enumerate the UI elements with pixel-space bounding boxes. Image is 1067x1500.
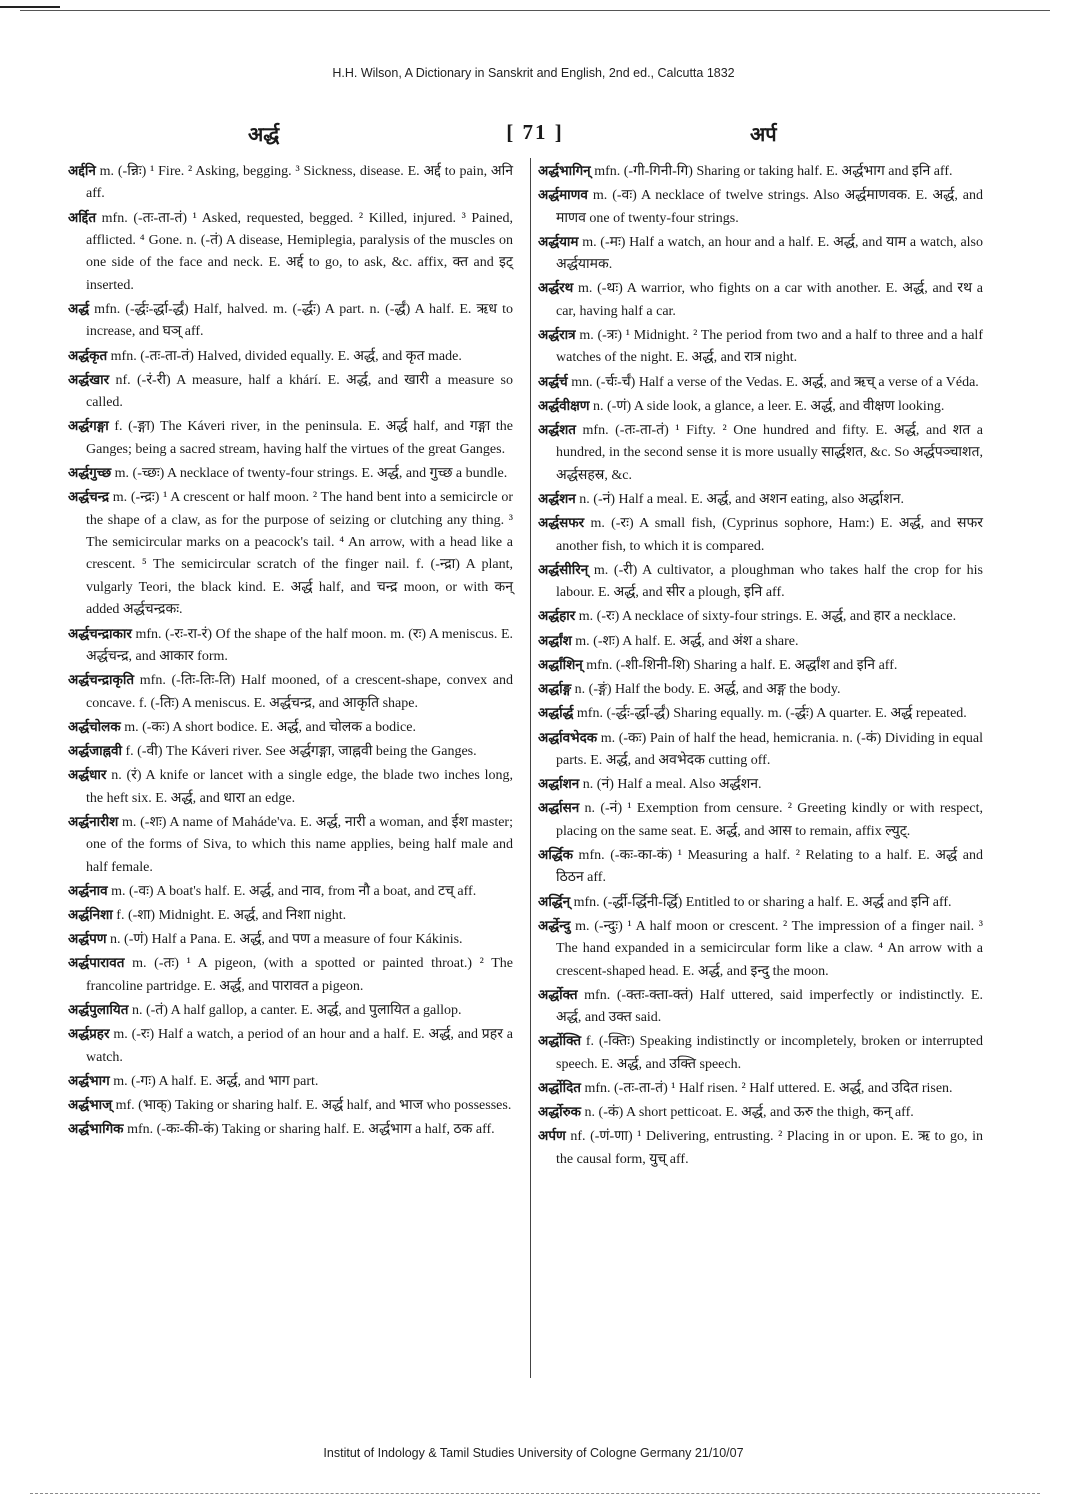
dictionary-entry [68, 669, 513, 715]
entry-headword: अर्द्धखार [68, 371, 110, 388]
entry-headword: अर्द्धशन [538, 491, 576, 508]
entry-headword: अर्द्धभाज् [68, 1096, 113, 1113]
entry-definition: m. (-वः) A boat's half. E. अर्द्ध, and नाव, from नौ a boat, and टच् aff. [107, 883, 477, 899]
entry-headword: अर्पण [538, 1128, 566, 1145]
entry-headword: अर्द्धनारीश [68, 813, 119, 830]
entry-definition: n. (-कं) A short petticoat. E. अर्द्ध, and ऊरु the thigh, कन् aff. [581, 1105, 914, 1121]
entry-headword: अर्द्धकृत [68, 347, 108, 364]
dictionary-entry [68, 764, 513, 810]
entry-headword: अर्द्धिक [538, 846, 573, 863]
entry-headword: अर्द्धनाव [68, 882, 108, 899]
entry-definition: n. (-ङ्गं) Half the body. E. अर्द्ध, and अङ्ग the body. [571, 682, 841, 698]
dictionary-entry [538, 324, 983, 370]
entry-headword: अर्द्धजाह्नवी [68, 742, 123, 759]
dictionary-entry [68, 1094, 513, 1117]
entry-definition: nf. (-रं-री) A measure, half a khárí. E. अर्द्ध, and खारी a measure so called. [86, 372, 513, 411]
source-citation: H.H. Wilson, A Dictionary in Sanskrit and English, 2nd ed., Calcutta 1832 [332, 66, 735, 80]
entry-headword: अर्द्धधार [68, 767, 107, 784]
entry-definition: m. (-शः) A name of Maháde'va. E. अर्द्ध, नारी a woman, and ईश master; one of the forms of Siva, to which this name applies, being half male and half female. [86, 814, 513, 875]
entry-headword: अर्द्धशत [538, 422, 576, 439]
dictionary-entry [538, 844, 983, 890]
dictionary-entry [68, 1118, 513, 1141]
dictionary-entry [68, 345, 513, 368]
entry-definition: n. (-नं) ¹ Exemption from censure. ² Greeting kindly or with respect, placing on the same seat. E. अर्द्ध, and आस to remain, affix ल्युट्. [556, 801, 983, 839]
guide-word-right: अर्प [750, 122, 777, 146]
entry-headword: अर्द्धावभेदक [538, 729, 598, 746]
dictionary-entry [68, 369, 513, 415]
entry-definition: mfn. (-र्द्धः-र्द्धा-र्द्धं) Half, halved. m. (-र्द्धः) A part. n. (-र्द्धं) A half. E. ऋध to increase, and घञ् aff. [86, 302, 513, 340]
dictionary-column-right [538, 160, 983, 1172]
entry-definition: mfn. (-र्द्धी-र्द्धिनी-र्द्धि) Entitled to or sharing a half. E. अर्द्ध and इनि aff. [570, 894, 952, 910]
dictionary-entry [68, 928, 513, 951]
dictionary-entry [68, 298, 513, 344]
entry-definition: m. (-तः) ¹ A pigeon, (with a spotted or painted throat.) ² The francoline partridge. E. अर्द्ध, and पारावत a pigeon. [86, 956, 513, 994]
entry-headword: अर्द्धांशिन् [538, 656, 583, 673]
dictionary-entry [538, 559, 983, 605]
entry-headword: अर्द्धार्द्ध [538, 705, 574, 722]
guide-word-left: अर्द्ध [248, 122, 280, 146]
entry-definition: n. (-णं) Half a Pana. E. अर्द्ध, and पण a measure of four Kákinis. [106, 932, 463, 948]
dictionary-entry [68, 160, 513, 206]
entry-headword: अर्द्धभागिन् [538, 163, 591, 179]
entry-headword: अर्द्धेन्दु [538, 917, 571, 934]
entry-headword: अर्द्धहार [538, 608, 576, 625]
entry-headword: अर्द्धपारावत [68, 955, 125, 972]
dictionary-entry [538, 915, 983, 983]
entry-definition: mfn. (-कः-का-कं) ¹ Measuring a half. ² Relating to a half. E. अर्द्ध and ठिठन aff. [556, 847, 983, 886]
dictionary-entry [68, 904, 513, 927]
dictionary-entry [68, 740, 513, 763]
scan-bottom-rule [30, 1493, 1040, 1494]
entry-definition: m. (-न्दुः) ¹ A half moon or crescent. ² The impression of a finger nail. ³ The hand expanded in a semicircular form like a claw. ⁴ An arrow with a crescent-shaped head. E. अर्द्ध, and इन्दु the moon. [556, 918, 983, 979]
dictionary-entry [68, 462, 513, 485]
entry-headword: अर्द्धोक्ति [538, 1033, 582, 1050]
dictionary-entry [68, 811, 513, 879]
dictionary-entry [68, 623, 513, 669]
entry-headword: अर्द्ध [68, 301, 90, 318]
dictionary-entry [538, 678, 983, 701]
entry-headword: अर्द्धभाग [68, 1072, 110, 1089]
dictionary-entry [538, 773, 983, 796]
entry-definition: mfn. (-तः-ता-तं) ¹ Fifty. ² One hundred and fifty. E. अर्द्ध, and शत a hundred, in the second sense it is more usually सार्द्धशत, &c. So अर्द्धपञ्चाशत, अर्द्धसहस्र, &c. [556, 423, 983, 483]
entry-headword: अर्द्धवीक्षण [538, 397, 590, 414]
dictionary-entry [68, 952, 513, 998]
entry-definition: m. (-न्निः) ¹ Fire. ² Asking, begging. ³ Sickness, disease. E. अर्द्द to pain, अनि aff. [86, 164, 513, 202]
dictionary-entry [538, 231, 983, 277]
dictionary-entry [68, 207, 513, 298]
dictionary-entry [538, 797, 983, 843]
entry-headword: अर्द्धमाणव [538, 187, 588, 204]
dictionary-entry [538, 1030, 983, 1076]
entry-headword: अर्द्धोरुक [538, 1104, 582, 1121]
entry-definition: m. (-च्छः) A necklace of twenty-four strings. E. अर्द्ध, and गुच्छ a bundle. [111, 466, 508, 482]
dictionary-entry [538, 702, 983, 725]
scan-top-rule [20, 10, 1050, 11]
dictionary-entry [538, 984, 983, 1030]
entry-definition: f. (-क्तिः) Speaking indistinctly or incompletely, broken or interrupted speech. E. अर्द्ध, and उक्ति speech. [556, 1034, 983, 1072]
entry-definition: mf. (भाक्) Taking or sharing half. E. अर्द्ध half, and भाज who possesses. [112, 1097, 512, 1113]
dictionary-column-left [68, 160, 513, 1142]
entry-definition: mfn. (-तिः-तिः-ति) Half mooned, of a crescent-shape, convex and concave. f. (-तिः) A meniscus. E. अर्द्धचन्द्र, and आकृति shape. [86, 673, 513, 711]
entry-headword: अर्द्धासन [538, 800, 580, 817]
entry-definition: mfn. (-कः-की-कं) Taking or sharing half. E. अर्द्धभाग a half, ठक aff. [123, 1122, 495, 1138]
entry-definition: mfn. (-तः-ता-तं) ¹ Asked, requested, begged. ² Killed, injured. ³ Pained, afflicted. ⁴ Gone. n. (-तं) A disease, Hemiplegia, paralysis of the muscles on one side of the face and neck. E. अर्द्द to go, to ask, &c. affix, क्त and इट् inserted. [86, 210, 513, 293]
entry-definition: m. (-गः) A half. E. अर्द्ध, and भाग part. [109, 1073, 319, 1089]
dictionary-entry [68, 415, 513, 461]
entry-headword: अर्द्धाङ्ग [538, 681, 572, 698]
entry-headword: अर्द्धसफर [538, 515, 585, 532]
dictionary-entry [538, 1125, 983, 1171]
entry-definition: n. (रं) A knife or lancet with a single edge, the blade two inches long, the heft six. E. अर्द्ध, and धारा an edge. [86, 768, 513, 806]
dictionary-entry [68, 716, 513, 739]
dictionary-entry [538, 654, 983, 677]
dictionary-entry [68, 880, 513, 903]
entry-headword: अर्द्धिन् [538, 893, 571, 910]
entry-definition: m. (-री) A cultivator, a ploughman who takes half the crop for his labour. E. अर्द्ध, and सीर a plough, इनि aff. [556, 562, 983, 601]
dictionary-entry [538, 160, 983, 183]
entry-headword: अर्द्दनि [68, 163, 96, 179]
entry-definition: mfn. (-तः-ता-तं) ¹ Half risen. ² Half uttered. E. अर्द्ध, and उदित risen. [580, 1080, 953, 1096]
entry-headword: अर्द्धोक्त [538, 986, 578, 1003]
entry-headword: अर्द्धगुच्छ [68, 465, 112, 482]
entry-headword: अर्द्धाशन [538, 776, 580, 793]
entry-headword: अर्द्धभागिक [68, 1121, 124, 1138]
entry-headword: अर्द्धरथ [538, 280, 574, 297]
entry-definition: f. (-ङ्गा) The Káveri river, in the peninsula. E. अर्द्ध half, and गङ्गा the Ganges; being a sacred stream, having half the virtues of the great Ganges. [86, 419, 513, 457]
entry-definition: mfn. (-गी-गिनी-गि) Sharing or taking half. E. अर्द्धभाग and इनि aff. [590, 164, 953, 179]
entry-definition: mfn. (-शी-शिनी-शि) Sharing a half. E. अर्द्धांश and इनि aff. [582, 657, 898, 673]
entry-definition: n. (नं) Half a meal. Also अर्द्धशन. [579, 777, 762, 793]
entry-definition: m. (-कः) A short bodice. E. अर्द्ध, and चोलक a bodice. [120, 719, 416, 735]
entry-definition: m. (-त्रः) ¹ Midnight. ² The period from two and a half to three and a half watches of the night. E. अर्द्ध, and रात्र night. [556, 328, 983, 366]
entry-headword: अर्द्धचन्द्राकृति [68, 672, 135, 689]
entry-headword: अर्द्धपुलायित [68, 1001, 129, 1018]
entry-definition: n. (-णं) A side look, a glance, a leer. E. अर्द्ध, and वीक्षण looking. [589, 398, 945, 414]
entry-headword: अर्द्धचन्द्र [68, 489, 110, 506]
entry-headword: अर्द्धप्रहर [68, 1026, 110, 1043]
entry-definition: m. (-वः) A necklace of twelve strings. Also अर्द्धमाणवक. E. अर्द्ध, and माणव one of twenty-four strings. [556, 188, 983, 226]
dictionary-entry [538, 395, 983, 418]
entry-definition: mn. (-र्चः-र्चं) Half a verse of the Vedas. E. अर्द्ध, and ऋच् a verse of a Véda. [567, 374, 979, 390]
dictionary-entry [538, 605, 983, 628]
entry-definition: m. (-मः) Half a watch, an hour and a half. E. अर्द्ध, and याम a watch, also अर्द्धयामक. [556, 234, 983, 273]
entry-headword: अर्द्धयाम [538, 233, 579, 250]
dictionary-entry [68, 1023, 513, 1069]
dictionary-entry [68, 1070, 513, 1093]
entry-headword: अर्द्धपण [68, 931, 107, 948]
running-head [70, 120, 1000, 150]
dictionary-entry [538, 277, 983, 323]
entry-headword: अर्द्धोदित [538, 1079, 581, 1096]
entry-definition: m. (-रः) A small fish, (Cyprinus sophore, Ham:) E. अर्द्ध, and सफर another fish, to which it is compared. [556, 516, 983, 554]
dictionary-entry [538, 891, 983, 914]
entry-definition: f. (-शा) Midnight. E. अर्द्ध, and निशा night. [112, 907, 347, 923]
entry-definition: m. (-रः) A necklace of sixty-four strings. E. अर्द्ध, and हार a necklace. [575, 609, 957, 625]
entry-headword: अर्द्धगङ्गा [68, 418, 109, 435]
column-divider [530, 158, 531, 1378]
dictionary-entry [538, 1077, 983, 1100]
entry-definition: m. (-न्द्रः) ¹ A crescent or half moon. ² The hand bent into a semicircle or the shape of a claw, as for the purpose of seizing or clutching any thing. ³ The semicircular marks on a peacock's tail. ⁴ An arrow, with a head like a crescent. ⁵ The semicircular scratch of the finger nail. f. (-न्द्रा) A plant, vulgarly Teori, the black kind. E. अर्द्ध half, and चन्द्र moon, or with कन् added अर्द्धचन्द्रकः. [86, 490, 513, 618]
entry-definition: mfn. (-रः-रा-रं) Of the shape of the half moon. m. (रः) A meniscus. E. अर्द्धचन्द्र, and आकार form. [86, 626, 513, 664]
entry-definition: n. (-नं) Half a meal. E. अर्द्ध, and अशन eating, also अर्द्धाशन. [575, 492, 905, 508]
institution-footer: Institut of Indology & Tamil Studies University of Cologne Germany 21/10/07 [323, 1446, 744, 1460]
entry-definition: mfn. (-क्तः-क्ता-क्तं) Half uttered, said imperfectly or indistinctly. E. अर्द्ध, and उक्त said. [556, 987, 983, 1026]
page-number: [ 71 ] [506, 120, 564, 144]
dictionary-entry [538, 727, 983, 773]
entry-definition: n. (-तं) A half gallop, a canter. E. अर्द्ध, and पुलायित a gallop. [128, 1002, 462, 1018]
dictionary-entry [538, 512, 983, 558]
dictionary-entry [68, 486, 513, 621]
entry-definition: m. (-रः) Half a watch, a period of an hour and a half. E. अर्द्ध, and प्रहर a watch. [86, 1027, 513, 1065]
entry-definition: m. (-शः) A half. E. अर्द्ध, and अंश a share. [571, 633, 799, 649]
dictionary-entry [538, 371, 983, 394]
entry-headword: अर्द्धचोलक [68, 718, 121, 735]
entry-headword: अर्द्धांश [538, 632, 572, 649]
entry-headword: अर्द्धनिशा [68, 906, 113, 923]
dictionary-entry [538, 419, 983, 487]
scan-edge-mark [0, 6, 60, 8]
entry-definition: m. (-कः) Pain of half the head, hemicrania. n. (-कं) Dividing in equal parts. E. अर्द्ध, and अवभेदक cutting off. [556, 730, 983, 768]
dictionary-entry [68, 999, 513, 1022]
entry-headword: अर्द्दित [68, 209, 97, 226]
dictionary-entry [538, 1101, 983, 1124]
entry-definition: m. (-थः) A warrior, who fights on a car with another. E. अर्द्ध, and रथ a car, having half a car. [556, 281, 983, 319]
entry-definition: mfn. (-र्द्धः-र्द्धा-र्द्धं) Sharing equally. m. (-र्द्धः) A quarter. E. अर्द्ध repeated. [573, 706, 967, 722]
entry-headword: अर्द्धरात्र [538, 327, 576, 344]
entry-headword: अर्द्धसीरिन् [538, 561, 589, 578]
entry-definition: f. (-वी) The Káveri river. See अर्द्धगङ्गा, जाह्नवी being the Ganges. [122, 743, 477, 759]
dictionary-entry [538, 488, 983, 511]
dictionary-entry [538, 184, 983, 230]
dictionary-entry [538, 630, 983, 653]
entry-definition: nf. (-णं-णा) ¹ Delivering, entrusting. ² Placing in or upon. E. ऋ to go, in the causal form, युच् aff. [556, 1129, 983, 1167]
entry-headword: अर्द्धचन्द्राकार [68, 625, 132, 642]
entry-headword: अर्द्धर्च [538, 373, 568, 390]
entry-definition: mfn. (-तः-ता-तं) Halved, divided equally. E. अर्द्ध, and कृत made. [107, 348, 462, 364]
